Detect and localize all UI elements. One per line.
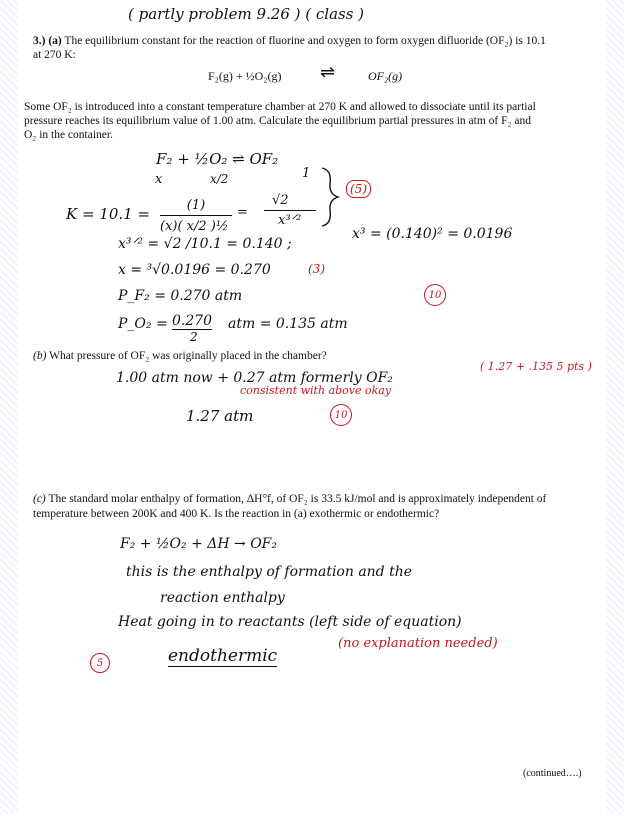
frac1-den: (x)( x/2 )½ <box>160 219 229 234</box>
part-c-text <box>33 493 546 506</box>
score-3-a: (3) <box>308 262 325 276</box>
part-c-label: (c) <box>33 493 46 505</box>
work-row-x-half: x/2 <box>210 172 229 186</box>
brace-mark <box>318 166 344 228</box>
work-po2-rhs: atm = 0.135 atm <box>228 316 348 332</box>
part-a-text <box>33 35 546 48</box>
work-line-x: x = ³√0.0196 = 0.270 <box>118 262 271 278</box>
part-c-line2: temperature between 200K and 400 K. Is the reaction in (a) exothermic or endothermic? <box>33 508 440 520</box>
part-b-text <box>33 350 327 363</box>
work-reaction: F₂ + ½O₂ ⇌ OF₂ <box>156 150 279 168</box>
part-a-para2: pressure reaches its equilibrium value of 1.00 atm. Calculate the equilibrium partial pressures in atm of F₂ and <box>24 115 531 127</box>
part-b-question: What pressure of OF₂ was originally placed in the chamber? <box>49 350 327 362</box>
part-c-line1: The standard molar enthalpy of formation, ΔH°f, of OF₂ is 33.5 kJ/mol and is approximately independent of <box>48 493 547 505</box>
part-a-para3: O₂ in the container. <box>24 129 113 141</box>
equation-rhs: OF₂(g) <box>368 69 403 83</box>
part-a-line1: The equilibrium constant for the reaction of fluorine and oxygen to form oxygen difluoride (OF₂) is 10.1 <box>64 35 546 47</box>
frac1-bar <box>160 215 232 216</box>
frac2-den: x³ᐟ² <box>278 213 302 228</box>
score-5-a: (5) <box>346 180 371 198</box>
work-line-x32: x³ᐟ² = √2 /10.1 = 0.140 ; <box>118 236 292 252</box>
score-10-b: 10 <box>330 404 352 426</box>
part-c-work2: this is the enthalpy of formation and the <box>126 564 413 580</box>
work-line-x3: x³ = (0.140)² = 0.0196 <box>352 226 513 242</box>
part-a-label: 3.) (a) <box>33 35 62 47</box>
part-b-work: 1.00 atm now + 0.27 atm formerly OF₂ <box>116 370 393 386</box>
header-note: ( partly problem 9.26 ) ( class ) <box>128 5 365 23</box>
frac2-num: √2 <box>272 193 289 208</box>
part-a-line2: at 270 K: <box>33 49 76 61</box>
work-po2-num: 0.270 <box>172 313 213 329</box>
work-po2-den: 2 <box>190 330 198 344</box>
part-b-label: (b) <box>33 350 47 362</box>
score-10-a: 10 <box>424 284 446 306</box>
continued-note: (continued….) <box>523 768 582 779</box>
part-c-work3: reaction enthalpy <box>160 590 285 606</box>
equation-arrow: ⇌ <box>320 62 336 82</box>
scan-noise-right <box>606 0 624 815</box>
part-c-red-note: (no explanation needed) <box>338 636 498 651</box>
scan-noise-left <box>0 0 18 815</box>
part-b-red-note2: consistent with above okay <box>240 384 392 397</box>
work-row-one: 1 <box>302 166 311 181</box>
frac2-bar <box>264 210 316 211</box>
frac-equals: = <box>237 205 248 220</box>
score-5-c: 5 <box>90 653 110 673</box>
work-pf2: P_F₂ = 0.270 atm <box>118 288 243 304</box>
part-c-answer: endothermic <box>168 646 278 666</box>
part-c-work4: Heat going in to reactants (left side of equation) <box>118 614 462 630</box>
work-po2-lhs: P_O₂ = <box>118 316 168 332</box>
part-b-red-note1: ( 1.27 + .135 5 pts ) <box>480 360 592 373</box>
part-a-para1: Some OF₂ is introduced into a constant temperature chamber at 270 K and allowed to dissociate until its partial <box>24 101 536 113</box>
work-row-x: x <box>155 172 163 187</box>
equation-lhs: F₂(g) + ½O₂(g) <box>208 69 282 83</box>
frac1-num: (1) <box>186 198 206 213</box>
part-b-answer: 1.27 atm <box>186 407 254 425</box>
part-c-work-rxn: F₂ + ½O₂ + ΔH → OF₂ <box>120 536 278 552</box>
k-label: K = 10.1 = <box>66 205 151 223</box>
